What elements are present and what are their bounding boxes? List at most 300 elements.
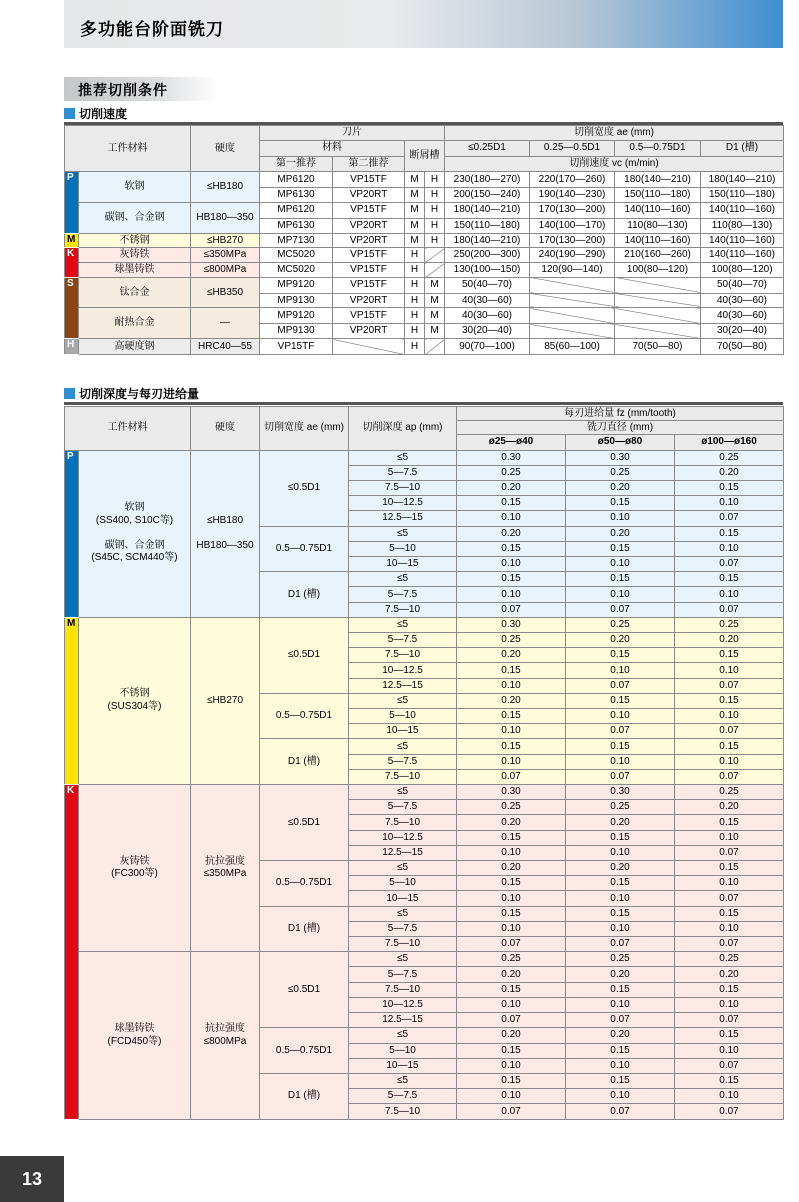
speed-value: 140(110—160) <box>615 203 701 219</box>
feed-value: 0.10 <box>566 511 675 526</box>
grade-second <box>333 339 405 355</box>
speed-value: 50(40—70) <box>701 277 784 293</box>
speed-value: 150(110—180) <box>615 188 701 203</box>
feed-value: 0.20 <box>457 861 566 876</box>
hardness-cell: ≤HB270 <box>191 233 260 248</box>
width-cell: D1 (槽) <box>260 906 349 952</box>
feed-value: 0.15 <box>675 648 784 663</box>
feed-value: 0.30 <box>457 450 566 465</box>
depth-cell: 12.5—15 <box>349 845 457 860</box>
depth-cell: 10—12.5 <box>349 663 457 678</box>
width-cell: D1 (槽) <box>260 572 349 618</box>
breaker-2: M <box>425 324 445 339</box>
speed-value: 110(80—130) <box>615 218 701 233</box>
material-cell: 钛合金 <box>79 277 191 308</box>
feed-value: 0.10 <box>457 587 566 602</box>
header-breaker: 断屑槽 <box>405 140 445 172</box>
header-ae: 切削宽度 ae (mm) <box>260 407 349 451</box>
breaker-2 <box>425 263 445 278</box>
feed-value: 0.15 <box>566 572 675 587</box>
feed-value: 0.10 <box>675 1043 784 1058</box>
feed-value: 0.10 <box>566 557 675 572</box>
speed-value: 230(180—270) <box>445 172 530 188</box>
material-cell: 软钢 <box>79 172 191 203</box>
grade-first: VP15TF <box>260 339 333 355</box>
speed-value: 240(190—290) <box>530 248 615 263</box>
feed-value: 0.15 <box>675 815 784 830</box>
breaker-1: H <box>405 308 425 324</box>
header-fz: 每刃进给量 fz (mm/tooth) <box>457 407 784 421</box>
depth-cell: 7.5—10 <box>349 648 457 663</box>
feed-value: 0.07 <box>675 1104 784 1120</box>
depth-cell: ≤5 <box>349 1028 457 1043</box>
grade-first: MP9120 <box>260 277 333 293</box>
breaker-2: H <box>425 188 445 203</box>
feed-value: 0.25 <box>566 465 675 480</box>
feed-value: 0.15 <box>566 496 675 511</box>
speed-value: 100(80—120) <box>615 263 701 278</box>
feed-value: 0.10 <box>457 891 566 906</box>
square-icon <box>64 388 75 399</box>
feed-value: 0.10 <box>566 587 675 602</box>
grade-second: VP15TF <box>333 263 405 278</box>
depth-cell: ≤5 <box>349 785 457 800</box>
depth-cell: 10—15 <box>349 557 457 572</box>
speed-value: 70(50—80) <box>615 339 701 355</box>
depth-cell: ≤5 <box>349 693 457 708</box>
grade-second: VP20RT <box>333 324 405 339</box>
depth-cell: ≤5 <box>349 906 457 921</box>
grade-first: MP9120 <box>260 308 333 324</box>
group-tag-P: P <box>65 450 79 617</box>
depth-cell: 5—7.5 <box>349 967 457 982</box>
feed-value: 0.07 <box>457 602 566 617</box>
speed-value: 180(140—210) <box>445 203 530 219</box>
grade-second: VP20RT <box>333 233 405 248</box>
speed-value: 120(90—140) <box>530 263 615 278</box>
grade-second: VP20RT <box>333 293 405 308</box>
depth-cell: 10—12.5 <box>349 830 457 845</box>
speed-row <box>65 339 784 355</box>
feed-value: 0.25 <box>457 633 566 648</box>
feed-value: 0.15 <box>566 830 675 845</box>
grade-first: MP6120 <box>260 203 333 219</box>
breaker-1: H <box>405 293 425 308</box>
feed-value: 0.10 <box>675 1089 784 1104</box>
speed-value: 180(140—210) <box>615 172 701 188</box>
feed-value: 0.07 <box>566 724 675 739</box>
speed-value <box>615 293 701 308</box>
feed-subtitle <box>64 385 199 402</box>
speed-row <box>65 277 784 293</box>
feed-row <box>65 952 784 967</box>
header-w4: D1 (槽) <box>701 140 784 156</box>
feed-value: 0.07 <box>675 1013 784 1028</box>
feed-value: 0.30 <box>566 785 675 800</box>
feed-value: 0.15 <box>457 1043 566 1058</box>
speed-value: 30(20—40) <box>701 324 784 339</box>
feed-value: 0.25 <box>457 952 566 967</box>
feed-value: 0.15 <box>675 1073 784 1088</box>
feed-value: 0.07 <box>675 511 784 526</box>
group-tag-H: H <box>65 339 79 355</box>
feed-value: 0.07 <box>457 1013 566 1028</box>
speed-value <box>615 308 701 324</box>
speed-row <box>65 308 784 324</box>
hardness-cell: 抗拉强度 ≤350MPa <box>191 785 260 952</box>
feed-value: 0.20 <box>566 1028 675 1043</box>
page-header <box>64 0 783 48</box>
feed-value: 0.25 <box>566 617 675 632</box>
breaker-1: M <box>405 233 425 248</box>
grade-first: MP6120 <box>260 172 333 188</box>
feed-value: 0.10 <box>566 921 675 936</box>
feed-value: 0.10 <box>675 541 784 556</box>
feed-value: 0.07 <box>457 769 566 784</box>
width-cell: D1 (槽) <box>260 1073 349 1119</box>
depth-cell: 12.5—15 <box>349 511 457 526</box>
group-tag-M: M <box>65 233 79 248</box>
feed-value: 0.10 <box>566 754 675 769</box>
depth-cell: 10—15 <box>349 724 457 739</box>
hardness-cell: ≤HB270 <box>191 617 260 784</box>
feed-value: 0.25 <box>675 617 784 632</box>
depth-cell: 5—10 <box>349 1043 457 1058</box>
feed-value: 0.15 <box>457 709 566 724</box>
speed-row <box>65 203 784 219</box>
depth-cell: 10—12.5 <box>349 997 457 1012</box>
feed-value: 0.20 <box>566 526 675 541</box>
feed-value: 0.15 <box>566 739 675 754</box>
header-material: 工件材料 <box>65 126 191 172</box>
header-speed: 切削速度 vc (m/min) <box>445 156 784 172</box>
width-cell: ≤0.5D1 <box>260 952 349 1028</box>
speed-value: 170(130—200) <box>530 203 615 219</box>
feed-value: 0.10 <box>566 1089 675 1104</box>
feed-value: 0.20 <box>675 465 784 480</box>
speed-value <box>530 277 615 293</box>
speed-row <box>65 248 784 263</box>
feed-value: 0.10 <box>457 1089 566 1104</box>
feed-value: 0.15 <box>566 1043 675 1058</box>
depth-cell: 7.5—10 <box>349 480 457 495</box>
width-cell: ≤0.5D1 <box>260 785 349 861</box>
breaker-1: H <box>405 277 425 293</box>
hardness-cell: HB180—350 <box>191 203 260 234</box>
feed-value: 0.10 <box>566 709 675 724</box>
feed-table-bar <box>64 402 783 405</box>
depth-cell: ≤5 <box>349 952 457 967</box>
feed-value: 0.20 <box>566 633 675 648</box>
speed-value: 190(140—230) <box>530 188 615 203</box>
material-cell: 耐热合金 <box>79 308 191 339</box>
group-tag-K: K <box>65 785 79 1120</box>
depth-cell: ≤5 <box>349 526 457 541</box>
feed-value: 0.15 <box>566 693 675 708</box>
hardness-cell: 抗拉强度 ≤800MPa <box>191 952 260 1120</box>
feed-value: 0.10 <box>457 997 566 1012</box>
feed-value: 0.10 <box>457 724 566 739</box>
feed-value: 0.15 <box>566 541 675 556</box>
width-cell: 0.5—0.75D1 <box>260 861 349 907</box>
feed-value: 0.10 <box>457 754 566 769</box>
speed-value: 140(110—160) <box>615 233 701 248</box>
grade-second: VP20RT <box>333 218 405 233</box>
feed-value: 0.10 <box>675 587 784 602</box>
feed-value: 0.07 <box>566 1013 675 1028</box>
breaker-1: M <box>405 172 425 188</box>
material-cell: 软钢 (SS400, S10C等) 碳钢、合金钢 (S45C, SCM440等) <box>79 450 191 617</box>
feed-value: 0.07 <box>675 891 784 906</box>
feed-value: 0.20 <box>457 648 566 663</box>
feed-value: 0.10 <box>457 678 566 693</box>
speed-value: 250(200—300) <box>445 248 530 263</box>
feed-value: 0.07 <box>675 937 784 952</box>
header-w1: ≤0.25D1 <box>445 140 530 156</box>
feed-value: 0.07 <box>457 1104 566 1120</box>
hardness-cell: ≤HB350 <box>191 277 260 308</box>
depth-cell: 7.5—10 <box>349 602 457 617</box>
header-material: 工件材料 <box>65 407 191 451</box>
breaker-2: H <box>425 218 445 233</box>
breaker-1: H <box>405 339 425 355</box>
header-width: 切削宽度 ae (mm) <box>445 126 784 141</box>
speed-value <box>530 293 615 308</box>
feed-value: 0.25 <box>457 465 566 480</box>
speed-subtitle <box>64 105 127 122</box>
feed-value: 0.15 <box>675 526 784 541</box>
depth-cell: 5—10 <box>349 709 457 724</box>
header-first: 第一推荐 <box>260 156 333 172</box>
feed-value: 0.15 <box>675 572 784 587</box>
grade-second: VP15TF <box>333 277 405 293</box>
speed-value: 85(60—100) <box>530 339 615 355</box>
grade-second: VP15TF <box>333 172 405 188</box>
depth-cell: 7.5—10 <box>349 1104 457 1120</box>
speed-value: 70(50—80) <box>701 339 784 355</box>
breaker-1: M <box>405 218 425 233</box>
grade-first: MP7130 <box>260 233 333 248</box>
feed-value: 0.20 <box>675 967 784 982</box>
header-second: 第二推荐 <box>333 156 405 172</box>
grade-second: VP15TF <box>333 248 405 263</box>
feed-value: 0.10 <box>457 1058 566 1073</box>
group-tag-M: M <box>65 617 79 784</box>
feed-value: 0.10 <box>566 891 675 906</box>
speed-value: 50(40—70) <box>445 277 530 293</box>
feed-value: 0.07 <box>675 769 784 784</box>
header-grade: 材料 <box>260 140 405 156</box>
feed-value: 0.10 <box>675 876 784 891</box>
speed-value: 40(30—60) <box>445 293 530 308</box>
feed-value: 0.20 <box>675 633 784 648</box>
depth-cell: 10—15 <box>349 1058 457 1073</box>
feed-value: 0.25 <box>675 450 784 465</box>
grade-second: VP15TF <box>333 308 405 324</box>
material-cell: 高硬度钢 <box>79 339 191 355</box>
breaker-1: H <box>405 324 425 339</box>
depth-cell: 10—15 <box>349 891 457 906</box>
feed-row <box>65 785 784 800</box>
grade-first: MC5020 <box>260 248 333 263</box>
header-w2: 0.25—0.5D1 <box>530 140 615 156</box>
width-cell: D1 (槽) <box>260 739 349 785</box>
breaker-2 <box>425 248 445 263</box>
speed-value: 140(110—160) <box>701 203 784 219</box>
material-cell: 灰铸铁 <box>79 248 191 263</box>
speed-value: 180(140—210) <box>701 172 784 188</box>
depth-cell: ≤5 <box>349 450 457 465</box>
feed-value: 0.07 <box>675 1058 784 1073</box>
depth-cell: 5—7.5 <box>349 921 457 936</box>
feed-value: 0.20 <box>566 815 675 830</box>
feed-value: 0.20 <box>457 480 566 495</box>
speed-value <box>530 308 615 324</box>
speed-value: 200(150—240) <box>445 188 530 203</box>
feed-value: 0.15 <box>457 663 566 678</box>
breaker-2: H <box>425 233 445 248</box>
speed-value: 90(70—100) <box>445 339 530 355</box>
feed-value: 0.10 <box>566 845 675 860</box>
group-tag-K: K <box>65 248 79 277</box>
depth-cell: 5—10 <box>349 541 457 556</box>
width-cell: 0.5—0.75D1 <box>260 1028 349 1074</box>
feed-value: 0.15 <box>457 541 566 556</box>
feed-value: 0.10 <box>675 997 784 1012</box>
feed-value: 0.15 <box>457 906 566 921</box>
feed-value: 0.15 <box>457 739 566 754</box>
feed-value: 0.15 <box>457 572 566 587</box>
feed-value: 0.10 <box>675 754 784 769</box>
feed-row <box>65 617 784 632</box>
grade-second: VP20RT <box>333 188 405 203</box>
width-cell: 0.5—0.75D1 <box>260 526 349 572</box>
feed-value: 0.30 <box>457 785 566 800</box>
feed-value: 0.07 <box>457 937 566 952</box>
depth-cell: ≤5 <box>349 739 457 754</box>
feed-value: 0.15 <box>675 739 784 754</box>
material-cell: 不锈钢 <box>79 233 191 248</box>
header-d3: ø100—ø160 <box>675 435 784 450</box>
feed-value: 0.10 <box>566 663 675 678</box>
depth-cell: 5—7.5 <box>349 633 457 648</box>
depth-cell: 5—7.5 <box>349 587 457 602</box>
feed-value: 0.30 <box>566 450 675 465</box>
feed-value: 0.25 <box>566 952 675 967</box>
feed-value: 0.10 <box>457 921 566 936</box>
feed-value: 0.07 <box>566 769 675 784</box>
hardness-cell: HRC40—55 <box>191 339 260 355</box>
depth-cell: 7.5—10 <box>349 815 457 830</box>
material-cell: 灰铸铁 (FC300等) <box>79 785 191 952</box>
feed-value: 0.30 <box>457 617 566 632</box>
depth-cell: 5—7.5 <box>349 800 457 815</box>
width-cell: 0.5—0.75D1 <box>260 693 349 739</box>
speed-value: 40(30—60) <box>701 308 784 324</box>
speed-value: 220(170—260) <box>530 172 615 188</box>
speed-value: 180(140—210) <box>445 233 530 248</box>
speed-value <box>615 324 701 339</box>
feed-value: 0.20 <box>457 1028 566 1043</box>
feed-value: 0.07 <box>675 678 784 693</box>
depth-cell: 7.5—10 <box>349 769 457 784</box>
feed-subtitle-text: 切削深度与每刃进给量 <box>79 387 200 401</box>
feed-value: 0.20 <box>675 800 784 815</box>
feed-value: 0.10 <box>566 1058 675 1073</box>
feed-value: 0.10 <box>675 709 784 724</box>
feed-value: 0.15 <box>457 982 566 997</box>
grade-second: VP15TF <box>333 203 405 219</box>
grade-first: MP6130 <box>260 218 333 233</box>
breaker-2: M <box>425 277 445 293</box>
feed-value: 0.20 <box>566 967 675 982</box>
grade-first: MP9130 <box>260 324 333 339</box>
feed-value: 0.15 <box>457 1073 566 1088</box>
feed-value: 0.15 <box>457 496 566 511</box>
feed-value: 0.25 <box>457 800 566 815</box>
feed-value: 0.15 <box>675 906 784 921</box>
feed-value: 0.07 <box>566 937 675 952</box>
speed-value: 110(80—130) <box>701 218 784 233</box>
feed-value: 0.07 <box>675 845 784 860</box>
speed-value: 140(110—160) <box>701 248 784 263</box>
hardness-cell: ≤800MPa <box>191 263 260 278</box>
hardness-cell: — <box>191 308 260 339</box>
depth-cell: ≤5 <box>349 1073 457 1088</box>
depth-cell: 12.5—15 <box>349 678 457 693</box>
header-insert: 刀片 <box>260 126 445 141</box>
speed-row <box>65 263 784 278</box>
depth-cell: ≤5 <box>349 861 457 876</box>
feed-value: 0.10 <box>675 496 784 511</box>
feed-value: 0.10 <box>675 921 784 936</box>
speed-value: 210(160—260) <box>615 248 701 263</box>
depth-cell: 10—12.5 <box>349 496 457 511</box>
breaker-1: M <box>405 188 425 203</box>
feed-value: 0.10 <box>675 830 784 845</box>
feed-value: 0.10 <box>457 845 566 860</box>
feed-value: 0.20 <box>457 967 566 982</box>
feed-value: 0.15 <box>457 830 566 845</box>
header-d2: ø50—ø80 <box>566 435 675 450</box>
feed-value: 0.15 <box>566 1073 675 1088</box>
header-w3: 0.5—0.75D1 <box>615 140 701 156</box>
grade-first: MP6130 <box>260 188 333 203</box>
speed-value: 140(110—160) <box>701 233 784 248</box>
header-hardness: 硬度 <box>191 126 260 172</box>
page-number: 13 <box>0 1156 64 1202</box>
speed-value: 100(80—120) <box>701 263 784 278</box>
breaker-2: M <box>425 293 445 308</box>
section-title: 推荐切削条件 <box>64 77 219 101</box>
page-title: 多功能台阶面铣刀 <box>80 20 224 39</box>
depth-cell: 5—7.5 <box>349 1089 457 1104</box>
feed-value: 0.15 <box>675 861 784 876</box>
feed-table <box>64 406 784 1120</box>
feed-value: 0.07 <box>566 602 675 617</box>
breaker-1: M <box>405 203 425 219</box>
breaker-2: H <box>425 172 445 188</box>
feed-value: 0.20 <box>566 480 675 495</box>
speed-row <box>65 172 784 188</box>
breaker-2: H <box>425 203 445 219</box>
feed-value: 0.07 <box>675 602 784 617</box>
header-d1: ø25—ø40 <box>457 435 566 450</box>
feed-value: 0.15 <box>566 648 675 663</box>
feed-value: 0.20 <box>457 693 566 708</box>
header-ap: 切削深度 ap (mm) <box>349 407 457 451</box>
width-cell: ≤0.5D1 <box>260 450 349 526</box>
